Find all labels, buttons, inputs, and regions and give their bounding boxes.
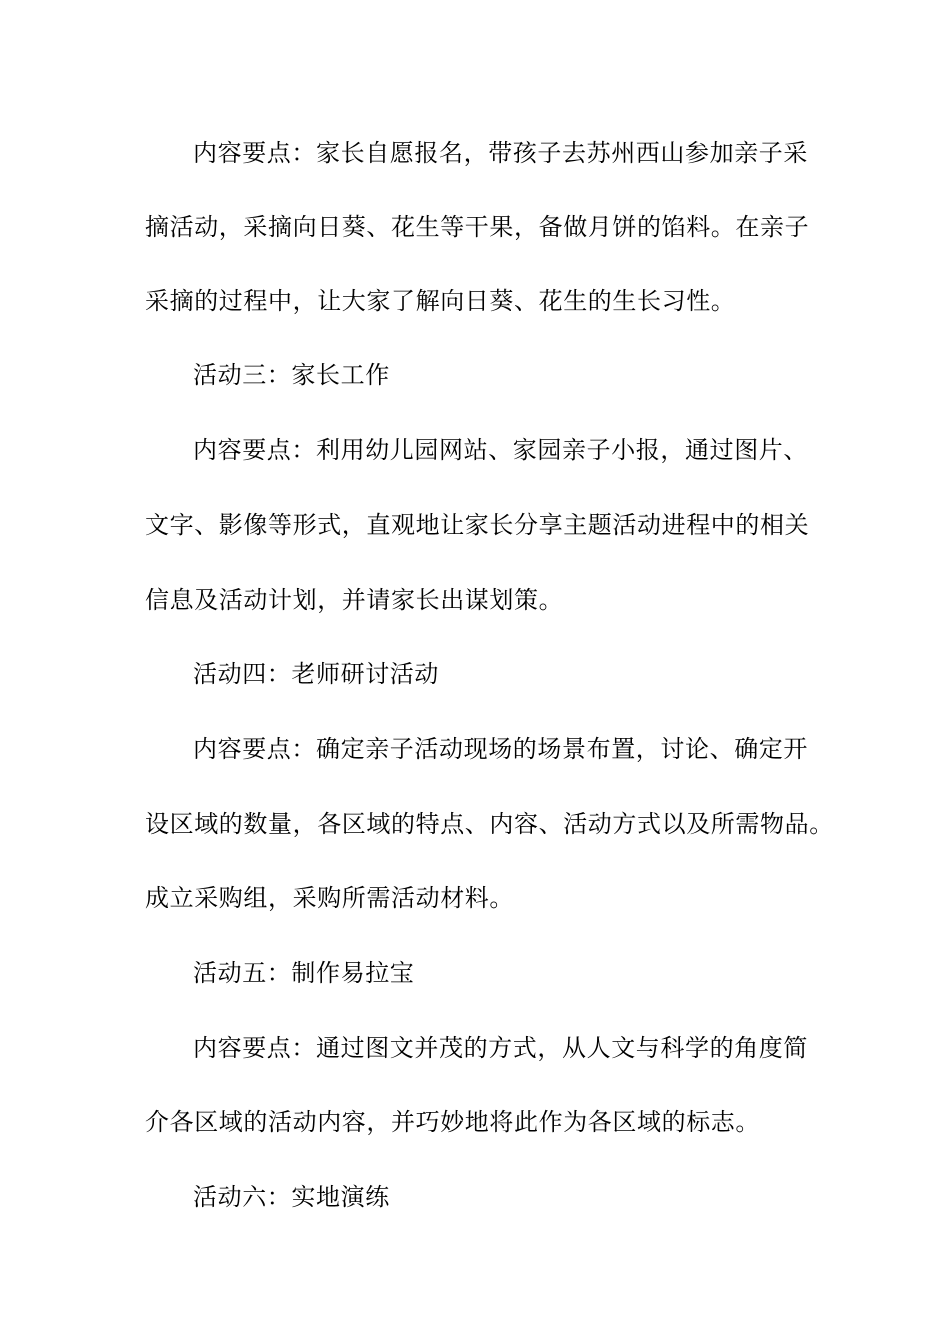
- paragraph-1-line-2: 摘活动，采摘向日葵、花生等干果，备做月饼的馅料。在亲子: [145, 213, 810, 241]
- paragraph-2-line-3: 信息及活动计划，并请家长出谋划策。: [145, 586, 564, 614]
- heading-activity-6: 活动六：实地演练: [193, 1183, 390, 1211]
- paragraph-4-line-1: 内容要点：通过图文并茂的方式，从人文与科学的角度简: [193, 1034, 808, 1062]
- paragraph-4-line-2: 介各区域的活动内容，并巧妙地将此作为各区域的标志。: [145, 1108, 760, 1136]
- paragraph-3-line-2: 设区域的数量，各区域的特点、内容、活动方式以及所需物品。: [145, 810, 834, 838]
- heading-activity-5: 活动五：制作易拉宝: [193, 959, 415, 987]
- paragraph-1-line-1: 内容要点：家长自愿报名，带孩子去苏州西山参加亲子采: [193, 139, 808, 167]
- heading-activity-3: 活动三：家长工作: [193, 361, 390, 389]
- paragraph-1-line-3: 采摘的过程中，让大家了解向日葵、花生的生长习性。: [145, 287, 736, 315]
- paragraph-2-line-1: 内容要点：利用幼儿园网站、家园亲子小报，通过图片、: [193, 436, 808, 464]
- heading-activity-4: 活动四：老师研讨活动: [193, 660, 439, 688]
- paragraph-2-line-2: 文字、影像等形式，直观地让家长分享主题活动进程中的相关: [145, 511, 810, 539]
- paragraph-3-line-1: 内容要点：确定亲子活动现场的场景布置，讨论、确定开: [193, 735, 808, 763]
- paragraph-3-line-3: 成立采购组，采购所需活动材料。: [145, 884, 514, 912]
